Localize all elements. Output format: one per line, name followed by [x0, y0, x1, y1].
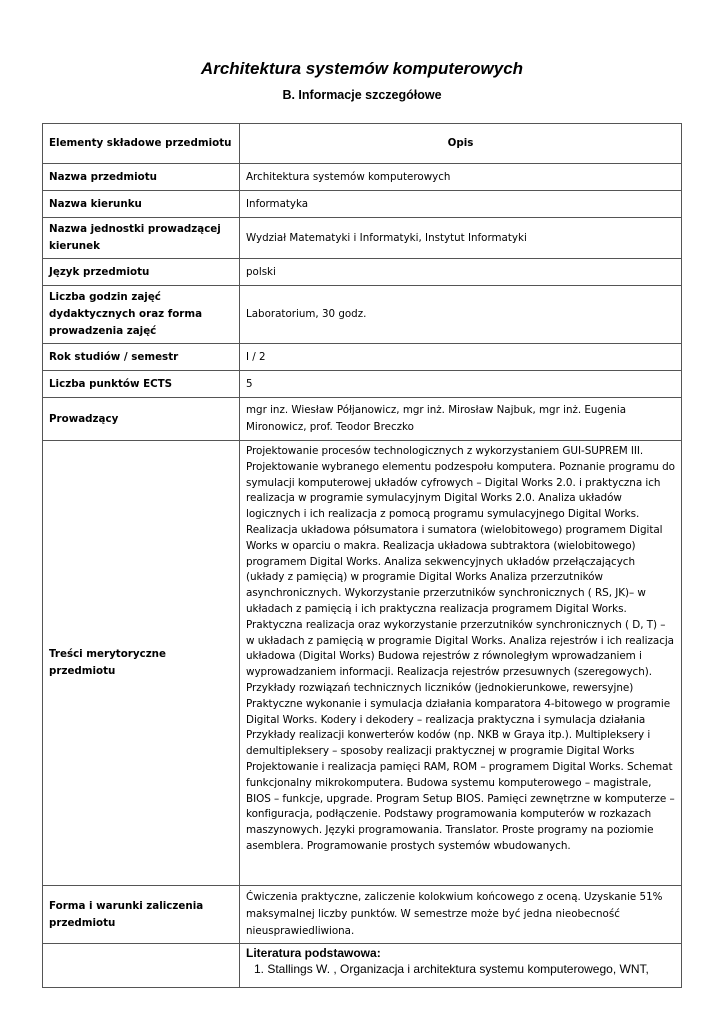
row-value: polski: [240, 259, 682, 286]
row-label: Nazwa jednostki prowadzącej kierunek: [43, 218, 240, 259]
table-row: [43, 286, 682, 344]
row-label: Nazwa przedmiotu: [43, 164, 240, 191]
document-title: Architektura systemów komputerowych: [200, 59, 524, 78]
row-label: Prowadzący: [43, 398, 240, 441]
table-row: [43, 218, 682, 259]
row-label: Forma i warunki zaliczenia przedmiotu: [43, 886, 240, 944]
row-value: Laboratorium, 30 godz.: [240, 286, 682, 344]
row-value: Informatyka: [240, 191, 682, 218]
course-info-table: [42, 123, 682, 988]
header-elements: Elementy składowe przedmiotu: [43, 124, 240, 164]
table-row: [43, 344, 682, 371]
row-value: Ćwiczenia praktyczne, zaliczenie kolokwium końcowego z oceną. Uzyskanie 51% maksymalnej liczby punktów. W semestrze może być jedna nieobecność nieusprawiedliwiona.: [240, 886, 682, 944]
row-value: Architektura systemów komputerowych: [240, 164, 682, 191]
row-label: Rok studiów / semestr: [43, 344, 240, 371]
table-row: [43, 886, 682, 944]
row-label: Nazwa kierunku: [43, 191, 240, 218]
row-value: mgr inz. Wiesław Półjanowicz, mgr inż. Mirosław Najbuk, mgr inż. Eugenia Mironowicz, prof. Teodor Breczko: [240, 398, 682, 441]
header-description: Opis: [240, 124, 682, 164]
table-header-row: [43, 124, 682, 164]
table-row: [43, 371, 682, 398]
section-subtitle: B. Informacje szczegółowe: [282, 88, 442, 102]
row-value: Projektowanie procesów technologicznych z wykorzystaniem GUI-SUPREM III. Projektowanie wybranego elementu podzespołu komputera. Poznanie programu do symulacji komputerowej układów cyfrowych – Digital Works 2.0. i praktyczna ich realizacja w programie symulacyjnym Digital Works 2.0. Analiza układów logicznych i ich realizacja z pomocą programu symulacyjnego Digital Works. Realizacja układowa półsumatora i sumatora (wielobitowego) programem Digital Works w oparciu o makra. Realizacja układowa subtraktora (wielobitowego) programem Digital Works. Analiza sekwencyjnych układów przełączających (układy z pamięcią) w programie Digital Works Analiza przerzutników asynchronicznych. Wykorzystanie przerzutników synchronicznych ( RS, JK)– w układach z pamięcią i ich praktyczna realizacja programem Digital Works. Praktyczna realizacja oraz wykorzystanie przerzutników synchronicznych ( D, T) – w układach z pamięcią w programie Digital Works. Analiza rejestrów i ich realizacja układowa (Digital Works) Budowa rejestrów z równoległym wprowadzaniem i wyprowadzaniem informacji. Realizacja rejestrów przesuwnych (szeregowych). Przykłady rozwiązań technicznych liczników (jednokierunkowe, rewersyjne) Praktyczne wykonanie i symulacja działania komparatora 4-bitowego w programie Digital Works. Kodery i dekodery – realizacja praktyczna i symulacja działania Przykłady realizacji konwerterów kodów (np. NKB w Graya itp.). Multipleksery i demultipleksery – sposoby realizacji praktycznej w programie Digital Works Projektowanie i realizacja pamięci RAM, ROM – programem Digital Works. Schemat funkcjonalny mikrokomputera. Budowa systemu komputerowego – magistrale, BIOS – funkcje, upgrade. Program Setup BIOS. Pamięci zewnętrzne w komputerze – konfiguracja, podłączenie. Podstawy programowania komputerów w rozkazach maszynowych. Języki programowania. Translator. Proste programy na poziomie asemblera. Programowanie prostych systemów wbudowanych.: [240, 441, 682, 886]
table-row: [43, 164, 682, 191]
row-value: I / 2: [240, 344, 682, 371]
row-value: Wydział Matematyki i Informatyki, Instytut Informatyki: [240, 218, 682, 259]
table-row: [43, 944, 682, 988]
row-value: 5: [240, 371, 682, 398]
literature-item: 1. Stallings W. , Organizacja i architektura systemu komputerowego, WNT,: [254, 962, 649, 976]
row-label: Język przedmiotu: [43, 259, 240, 286]
literature-heading: Literatura podstawowa:: [246, 946, 381, 960]
table-row: [43, 398, 682, 441]
row-label: Liczba godzin zajęć dydaktycznych oraz forma prowadzenia zajęć: [43, 286, 240, 344]
literature-cell: [240, 944, 682, 988]
row-label: Treści merytoryczne przedmiotu: [43, 441, 240, 886]
row-label: [43, 944, 240, 988]
table-row: [43, 441, 682, 886]
row-label: Liczba punktów ECTS: [43, 371, 240, 398]
table-row: [43, 259, 682, 286]
table-row: [43, 191, 682, 218]
